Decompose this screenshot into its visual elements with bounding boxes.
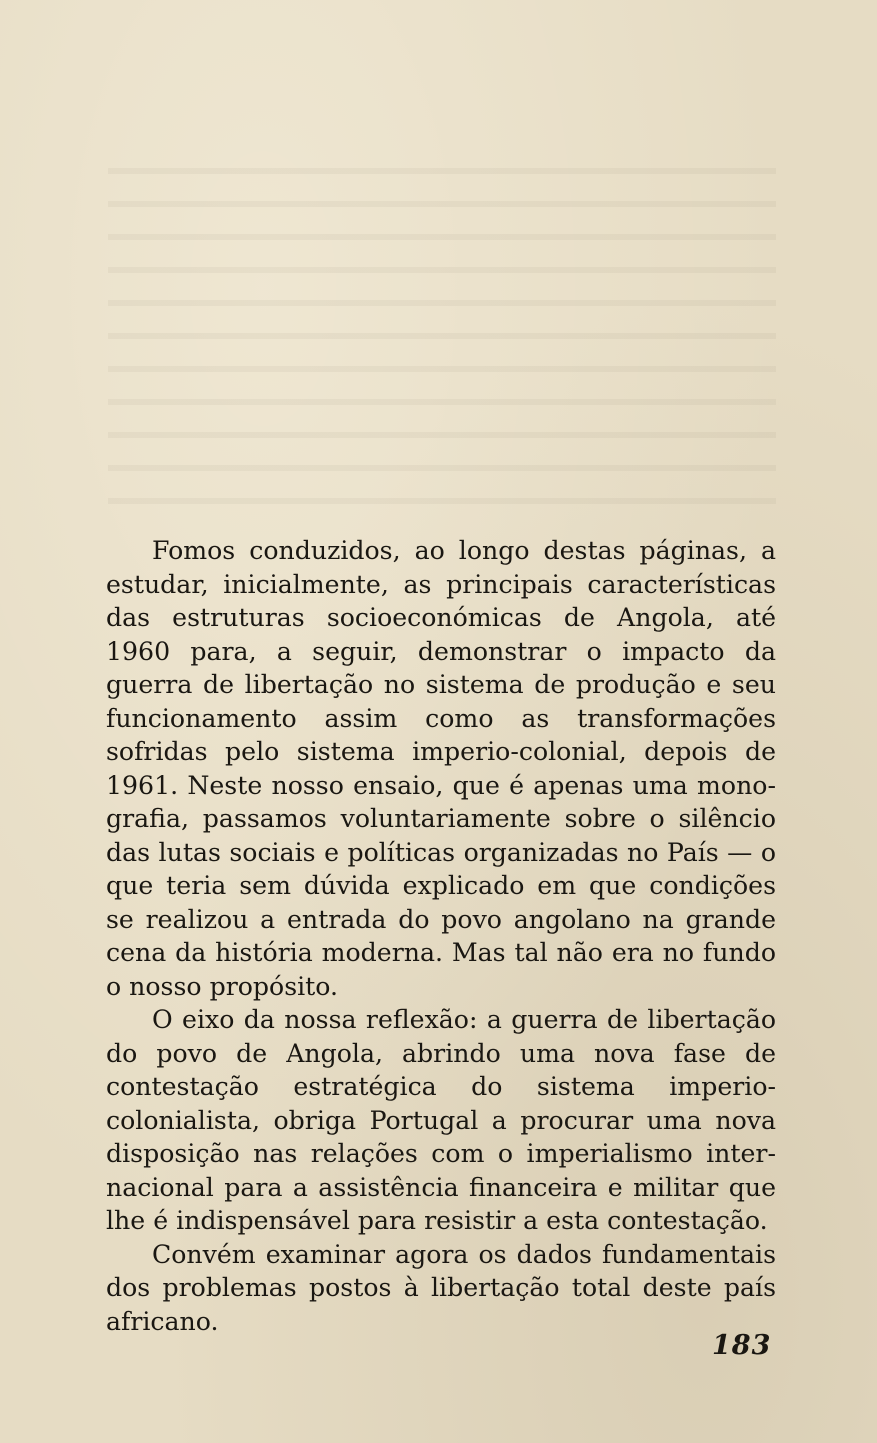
- paragraph-2: O eixo da nossa reflexão: a guerra de libertação do povo de Angola, abrindo uma nova fase de contestação estratégica do sistema imperio-colonialista, obriga Portugal a procurar uma nova disposição nas relações com o imperialismo internacional para a assistência financeira e militar que lhe é indispensável para resistir a esta contestação.: [106, 1005, 776, 1235]
- body-text: [106, 534, 776, 1338]
- paragraph-3: Convém examinar agora os dados fundamentais dos problemas postos à libertação total deste país africano.: [106, 1239, 776, 1336]
- paragraph-1: Fomos conduzidos, ao longo destas páginas, a estudar, inicialmente, as principais características das estruturas socioeconómicas de Angola, até 1960 para, a seguir, demonstrar o impacto da guerra de libertação no sistema de produção e seu funcionamento assim como as transformações sofridas pelo sistema imperio-colonial, depois de 1961. Neste nosso ensaio, que é apenas uma monografia, passamos voluntariamente sobre o silêncio das lutas sociais e políticas organizadas no País — o que teria sem dúvida explicado em que condições se realizou a entrada do povo angolano na grande cena da história moderna. Mas tal não era no fundo o nosso propósito.: [106, 536, 776, 1001]
- bleed-through-texture: [108, 150, 776, 530]
- page-number: 183: [712, 1330, 772, 1361]
